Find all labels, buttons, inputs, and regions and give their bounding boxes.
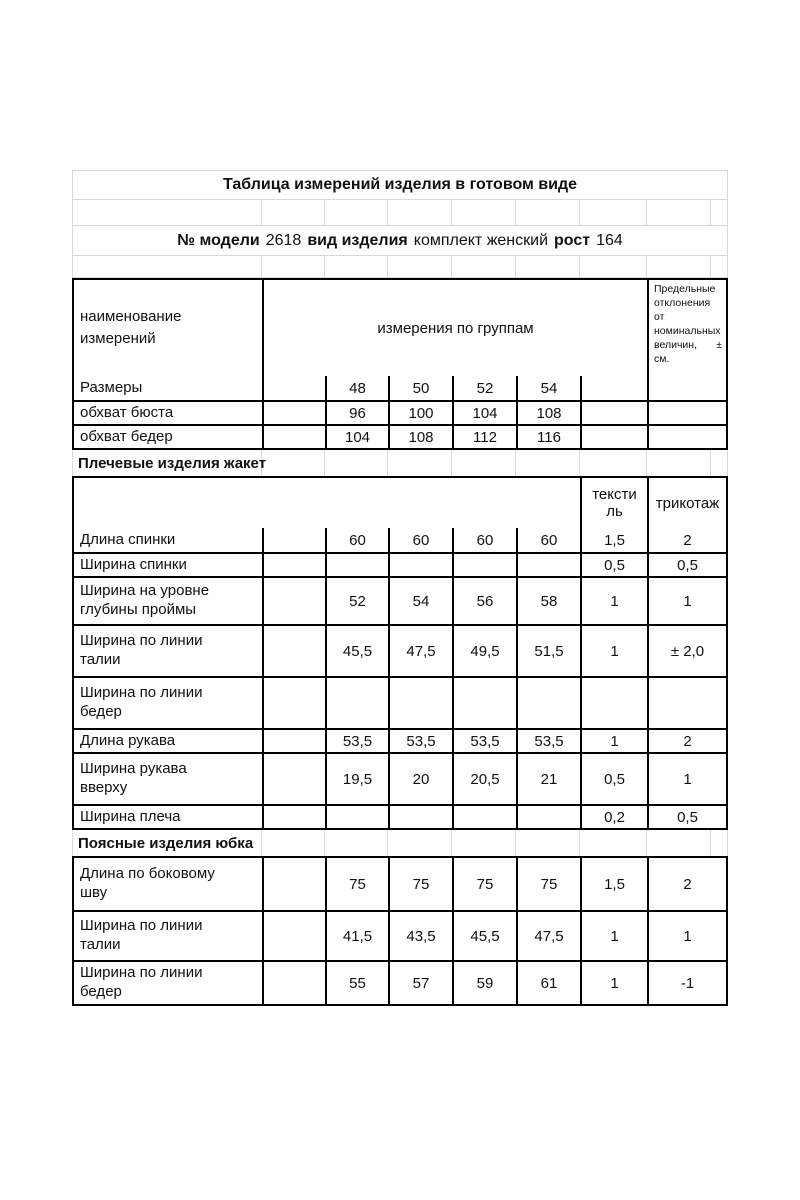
textile-tolerance-cell: 1,5 [580, 858, 647, 910]
row-label: Ширина по линии бедер [80, 684, 203, 720]
measurement-value-cell: 19,5 [325, 754, 388, 804]
jacket-block [72, 476, 728, 830]
empty-cell [647, 402, 726, 424]
empty-cell [262, 912, 325, 960]
row-label: Ширина рукава вверху [80, 760, 187, 796]
empty-grid-row [73, 256, 727, 278]
measurement-value-cell [516, 554, 580, 576]
knit-tolerance-cell: ± 2,0 [647, 626, 726, 676]
size-value-cell: 108 [516, 402, 580, 424]
size-value-cell: 108 [388, 426, 452, 448]
grid-cell [515, 256, 579, 277]
table-row [74, 804, 726, 828]
knit-tolerance-cell: 1 [647, 578, 726, 624]
measurement-value-cell: 47,5 [516, 912, 580, 960]
measurement-value-cell: 60 [516, 528, 580, 552]
grid-cell [387, 256, 451, 277]
knit-tolerance-cell: 1 [647, 912, 726, 960]
measurement-value-cell [388, 678, 452, 728]
knit-tolerance-cell: 2 [647, 528, 726, 552]
measurement-value-cell [452, 678, 516, 728]
empty-cell [262, 754, 325, 804]
size-value-cell: 112 [452, 426, 516, 448]
grid-cell [710, 450, 725, 476]
grid-cell [710, 200, 725, 225]
size-value-cell: 96 [325, 402, 388, 424]
textile-tolerance-cell: 1 [580, 626, 647, 676]
textile-column-header: текстиль [580, 478, 647, 528]
knit-tolerance-cell: -1 [647, 962, 726, 1004]
skirt-rows [74, 858, 726, 1004]
measurement-value-cell: 47,5 [388, 626, 452, 676]
measurement-value-cell [452, 806, 516, 828]
textile-tolerance-cell: 0,5 [580, 554, 647, 576]
grid-cell [710, 256, 725, 277]
textile-tolerance-cell: 0,2 [580, 806, 647, 828]
size-value-cell: 52 [452, 376, 516, 400]
measurement-table [72, 170, 728, 1006]
measurement-value-cell [516, 806, 580, 828]
empty-cell [262, 376, 325, 400]
table-row [74, 552, 726, 576]
table-row [74, 858, 726, 910]
measurement-value-cell: 20 [388, 754, 452, 804]
measurement-value-cell: 60 [388, 528, 452, 552]
size-value-cell: 54 [516, 376, 580, 400]
textile-tolerance-cell: 1 [580, 730, 647, 752]
measurement-value-cell: 75 [388, 858, 452, 910]
row-label: Ширина по линии талии [80, 632, 203, 668]
measurement-value-cell: 43,5 [388, 912, 452, 960]
empty-cell [262, 402, 325, 424]
grid-cell [387, 200, 451, 225]
knit-tolerance-cell: 1 [647, 754, 726, 804]
empty-cell [262, 626, 325, 676]
height-label: рост [554, 231, 591, 249]
measurement-value-cell [452, 554, 516, 576]
measurement-value-cell [388, 806, 452, 828]
section-row-jacket [72, 450, 728, 476]
measurement-value-cell: 75 [516, 858, 580, 910]
knit-column-header: трикотаж [647, 478, 726, 528]
empty-cell [262, 426, 325, 448]
grid-cell [579, 200, 646, 225]
grid-cell [646, 830, 710, 856]
measurement-value-cell: 49,5 [452, 626, 516, 676]
knit-tolerance-cell: 2 [647, 858, 726, 910]
grid-cell [73, 256, 261, 277]
textile-tolerance-cell: 1 [580, 578, 647, 624]
measurement-value-cell: 45,5 [452, 912, 516, 960]
empty-grid-row [73, 200, 727, 226]
measurement-value-cell: 20,5 [452, 754, 516, 804]
measurement-value-cell: 53,5 [325, 730, 388, 752]
jacket-rows [74, 528, 726, 828]
grid-cell [451, 450, 515, 476]
table-top-block [72, 170, 728, 278]
table-row [74, 528, 726, 552]
grid-cell [515, 200, 579, 225]
knit-tolerance-cell [647, 678, 726, 728]
size-value-cell: 50 [388, 376, 452, 400]
grid-cell [710, 830, 725, 856]
grid-cell [324, 450, 387, 476]
grid-cell [324, 200, 387, 225]
empty-cell [262, 528, 325, 552]
measurement-value-cell: 53,5 [516, 730, 580, 752]
measurement-value-cell: 21 [516, 754, 580, 804]
size-value-cell: 48 [325, 376, 388, 400]
grid-cell [387, 830, 451, 856]
measurement-value-cell: 60 [325, 528, 388, 552]
knit-tolerance-cell: 0,5 [647, 806, 726, 828]
section-row-skirt [72, 830, 728, 856]
row-label: Ширина по линии талии [80, 917, 203, 953]
empty-cell [262, 554, 325, 576]
measurement-value-cell [388, 554, 452, 576]
grid-cell [451, 830, 515, 856]
textile-tolerance-cell: 1,5 [580, 528, 647, 552]
page-title: Таблица измерений изделия в готовом виде [73, 171, 727, 200]
header-measurement-name: наименование измерений [80, 307, 182, 347]
empty-cell [262, 858, 325, 910]
row-label: Ширина по линии бедер [80, 964, 203, 1000]
table-row [74, 400, 726, 424]
grid-cell [261, 256, 324, 277]
textile-tolerance-cell: 1 [580, 912, 647, 960]
table-row [74, 624, 726, 676]
measurement-value-cell: 51,5 [516, 626, 580, 676]
textile-tolerance-cell: 0,5 [580, 754, 647, 804]
grid-cell [73, 200, 261, 225]
row-label: Ширина плеча [80, 807, 181, 825]
size-rows [74, 376, 726, 448]
row-label: Длина спинки [80, 530, 176, 548]
product-type-label: вид изделия [307, 231, 408, 249]
table-row [74, 960, 726, 1004]
measurement-value-cell: 55 [325, 962, 388, 1004]
grid-cell [324, 830, 387, 856]
sizes-block [72, 278, 728, 450]
knit-tolerance-cell: 0,5 [647, 554, 726, 576]
empty-cell [262, 678, 325, 728]
grid-cell [579, 450, 646, 476]
model-number-label: № модели [177, 231, 260, 249]
row-label: обхват бедер [80, 427, 173, 445]
grid-cell [261, 200, 324, 225]
textile-tolerance-cell [580, 678, 647, 728]
header-tolerance: Предельные отклонения от номинальных величин, ± см. [647, 280, 726, 376]
measurement-value-cell: 52 [325, 578, 388, 624]
row-label: Длина по боковому шву [80, 865, 215, 901]
row-label: Длина рукава [80, 731, 176, 749]
empty-cell [262, 806, 325, 828]
grid-cell [515, 450, 579, 476]
measurement-value-cell: 56 [452, 578, 516, 624]
header-measurements-by-groups: измерения по группам [262, 280, 647, 376]
section-title-skirt: Поясные изделия юбка [78, 834, 254, 852]
measurement-value-cell: 60 [452, 528, 516, 552]
textile-tolerance-cell: 1 [580, 962, 647, 1004]
knit-tolerance-cell: 2 [647, 730, 726, 752]
row-label: Ширина на уровне глубины проймы [80, 582, 210, 618]
empty-cell [580, 376, 647, 400]
grid-cell [261, 830, 324, 856]
empty-cell [647, 376, 726, 400]
table-row [74, 576, 726, 624]
empty-cell [262, 578, 325, 624]
grid-cell [515, 830, 579, 856]
subheader-empty-cell [74, 478, 580, 528]
size-value-cell: 100 [388, 402, 452, 424]
size-value-cell: 116 [516, 426, 580, 448]
measurement-value-cell [516, 678, 580, 728]
grid-cell [646, 256, 710, 277]
skirt-block [72, 856, 728, 1006]
table-row [74, 424, 726, 448]
section-title-jacket: Плечевые изделия жакет [78, 454, 267, 472]
grid-cell [324, 256, 387, 277]
height-value: 164 [596, 231, 623, 249]
model-info-row [73, 226, 727, 256]
table-row [74, 752, 726, 804]
grid-cell [646, 200, 710, 225]
measurement-value-cell: 75 [452, 858, 516, 910]
measurement-value-cell: 57 [388, 962, 452, 1004]
measurement-value-cell: 59 [452, 962, 516, 1004]
grid-cell [451, 200, 515, 225]
measurement-value-cell: 41,5 [325, 912, 388, 960]
grid-cell [579, 256, 646, 277]
grid-cell [261, 450, 324, 476]
measurement-value-cell [325, 678, 388, 728]
table-header-row [74, 280, 726, 376]
table-row [74, 728, 726, 752]
grid-cell [451, 256, 515, 277]
table-row [74, 676, 726, 728]
empty-cell [262, 730, 325, 752]
measurement-value-cell [325, 806, 388, 828]
product-type-value: комплект женский [413, 231, 549, 249]
measurement-value-cell: 61 [516, 962, 580, 1004]
measurement-value-cell: 45,5 [325, 626, 388, 676]
measurement-value-cell: 54 [388, 578, 452, 624]
measurement-value-cell: 75 [325, 858, 388, 910]
empty-cell [580, 426, 647, 448]
material-subheader-row [74, 478, 726, 528]
row-label: Размеры [80, 378, 143, 396]
size-value-cell: 104 [325, 426, 388, 448]
empty-cell [580, 402, 647, 424]
measurement-value-cell: 53,5 [452, 730, 516, 752]
measurement-value-cell: 58 [516, 578, 580, 624]
table-row [74, 910, 726, 960]
measurement-value-cell: 53,5 [388, 730, 452, 752]
model-number-value: 2618 [265, 231, 302, 249]
grid-cell [646, 450, 710, 476]
table-row [74, 376, 726, 400]
size-value-cell: 104 [452, 402, 516, 424]
row-label: Ширина спинки [80, 555, 187, 573]
measurement-value-cell [325, 554, 388, 576]
empty-cell [647, 426, 726, 448]
row-label: обхват бюста [80, 403, 174, 421]
grid-cell [387, 450, 451, 476]
grid-cell [579, 830, 646, 856]
empty-cell [262, 962, 325, 1004]
